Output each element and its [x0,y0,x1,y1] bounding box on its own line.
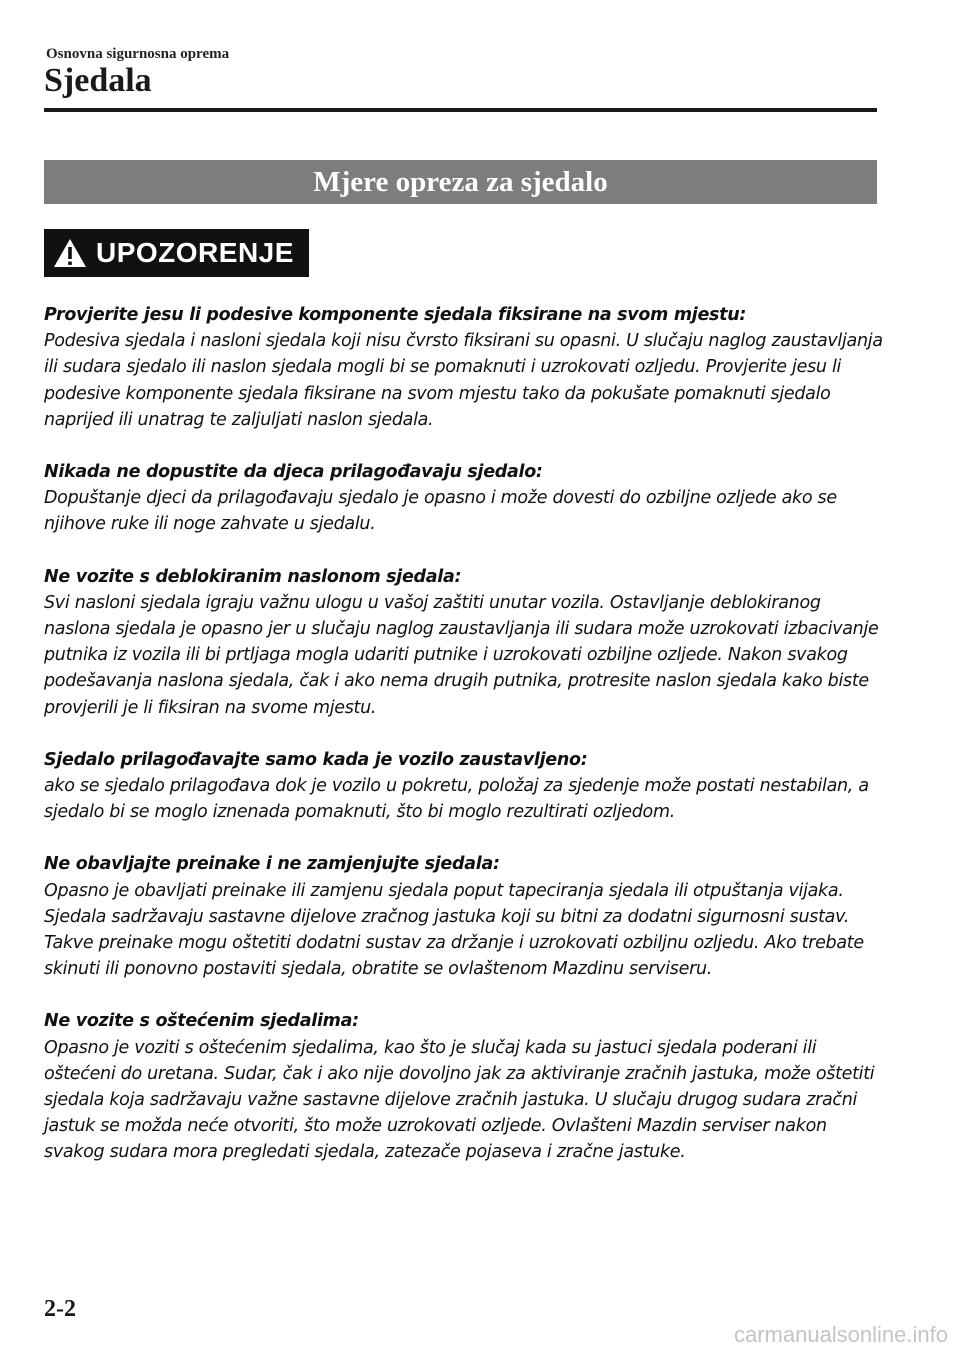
warning-item [44,459,884,538]
page-title: Sjedala [44,62,152,99]
warning-heading: Ne vozite s oštećenim sjedalima: [44,1011,359,1032]
warning-body: Svi nasloni sjedala igraju važnu ulogu u vašoj zaštiti unutar vozila. Ostavljanje deblokiranog naslona sjedala je opasno jer u slučaju naglog zaustavljanja ili sudara može uzrokovati izbacivanje putnika iz vozila ili bi prtljaga mogla udariti putnike i uzrokovati ozbiljne ozljede. Nakon svakog podešavanja naslona sjedala, čak i ako nema drugih putnika, protresite naslon sjedala kako biste provjerili je li fiksiran na svome mjestu. [44,592,879,718]
warning-body: Dopuštanje djeci da prilagođavaju sjedalo je opasno i može dovesti do ozbiljne ozljede ako se njihove ruke ili noge zahvate u sjedalu. [44,488,837,535]
warning-item [44,302,884,433]
section-banner-title: Mjere opreza za sjedalo [313,165,608,198]
warning-item [44,851,884,982]
warning-heading: Ne obavljajte preinake i ne zamjenjujte sjedala: [44,854,500,875]
warning-triangle-icon [52,237,88,269]
warning-item [44,1008,884,1165]
warning-body: Opasno je obavljati preinake ili zamjenu sjedala poput tapeciranja sjedala ili otpuštanja vijaka. Sjedala sadržavaju sastavne dijelove zračnog jastuka koji su bitni za dodatni sigurnosni sustav. Takve preinake mogu oštetiti dodatni sustav za držanje i uzrokovati ozbiljnu ozljedu. Ako trebate skinuti ili ponovno postaviti sjedala, obratite se ovlaštenom Mazdinu serviseru. [44,880,864,980]
header-divider [44,108,877,112]
warning-item [44,747,884,826]
warning-label: UPOZORENJE [96,237,294,268]
section-banner [44,160,877,204]
warning-heading: Sjedalo prilagođavajte samo kada je vozilo zaustavljeno: [44,749,588,770]
warning-body: Opasno je voziti s oštećenim sjedalima, kao što je slučaj kada su jastuci sjedala poderani ili oštećeni do uretana. Sudar, čak i ako nije dovoljno jak za aktiviranje zračnih jastuka, može oštetiti sjedala koja sadržavaju važne sastavne dijelove zračnih jastuka. U slučaju drugog sudara zračni jastuk se možda neće otvoriti, što može uzrokovati ozljede. Ovlašteni Mazdin serviser nakon svakog sudara mora pregledati sjedala, zatezače pojaseva i zračne jastuke. [44,1037,875,1163]
warning-body: ako se sjedalo prilagođava dok je vozilo u pokretu, položaj za sjedenje može postati nestabilan, a sjedalo bi se moglo iznenada pomaknuti, što bi moglo rezultirati ozljedom. [44,776,869,823]
watermark: carmanualsonline.info [733,1322,948,1347]
warning-heading: Nikada ne dopustite da djeca prilagođavaju sjedalo: [44,462,543,483]
header-section-label: Osnovna sigurnosna oprema [46,46,230,62]
warning-list [44,302,884,1192]
warning-heading: Ne vozite s deblokiranim naslonom sjedala: [44,566,462,587]
warning-badge [44,229,309,277]
warning-heading: Provjerite jesu li podesive komponente sjedala fiksirane na svom mjestu: [44,305,747,325]
warning-body: Podesiva sjedala i nasloni sjedala koji nisu čvrsto fiksirani su opasni. U slučaju naglog zaustavljanja ili sudara sjedalo ili naslon sjedala mogli bi se pomaknuti i uzrokovati ozljedu. Provjerite jesu li podesive komponente sjedala fiksirane na svom mjestu tako da pokušate pomaknuti sjedalo naprijed ili unatrag te zaljuljati naslon sjedala. [44,331,883,430]
warning-item [44,564,884,721]
page-number: 2-2 [44,1296,76,1322]
